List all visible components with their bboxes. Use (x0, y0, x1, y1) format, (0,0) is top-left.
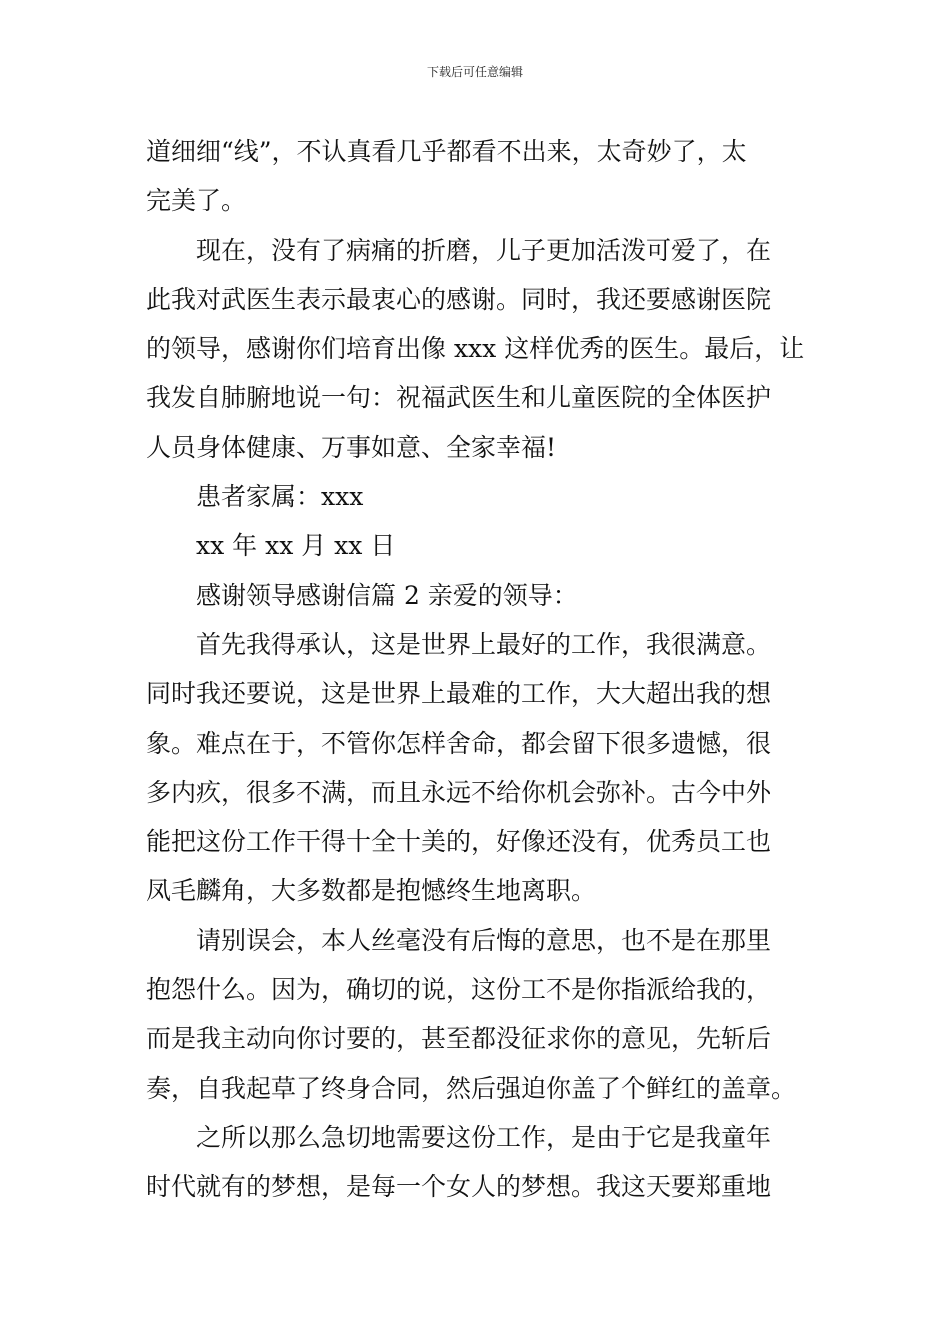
text-line: 首先我得承认，这是世界上最好的工作，我很满意。 (196, 629, 772, 659)
text-line: 凤毛麟角，大多数都是抱憾终生地离职。 (146, 876, 597, 906)
text-line: 人员身体健康、万事如意、全家幸福! (146, 432, 557, 462)
signature-line: 患者家属：xxx (196, 482, 364, 512)
text-line: 现在，没有了病痛的折磨，儿子更加活泼可爱了，在 (196, 235, 772, 265)
text-line: 请别误会，本人丝毫没有后悔的意思，也不是在那里 (196, 925, 772, 955)
text-line: 能把这份工作干得十全十美的，好像还没有，优秀员工也 (146, 827, 772, 857)
text-line: 奏，自我起草了终身合同，然后强迫你盖了个鲜红的盖章。 (146, 1073, 797, 1103)
text-line: 抱怨什么。因为，确切的说，这份工不是你指派给我的， (146, 975, 772, 1005)
text-line: 我发自肺腑地说一句：祝福武医生和儿童医院的全体医护 (146, 383, 772, 413)
text-line: 道细细“线”，不认真看几乎都看不出来，太奇妙了，太 (146, 137, 747, 166)
text-line: 象。难点在于，不管你怎样舍命，都会留下很多遗憾，很 (146, 728, 772, 758)
text-line: 的领导，感谢你们培育出像 xxx 这样优秀的医生。最后，让 (146, 334, 805, 364)
text-line: 而是我主动向你讨要的，甚至都没征求你的意见，先斩后 (146, 1024, 772, 1054)
text-line: 时代就有的梦想，是每一个女人的梦想。我这天要郑重地 (146, 1172, 772, 1202)
text-line: 同时我还要说，这是世界上最难的工作，大大超出我的想 (146, 679, 772, 709)
section-title: 感谢领导感谢信篇 2 亲爱的领导： (196, 580, 578, 610)
text-line: 多内疚，很多不满，而且永远不给你机会弥补。古今中外 (146, 777, 772, 807)
text-line: 完美了。 (146, 186, 247, 216)
date-line: xx 年 xx 月 xx 日 (196, 531, 396, 561)
page-header: 下载后可任意编辑 (426, 65, 523, 79)
text-line: 之所以那么急切地需要这份工作，是由于它是我童年 (196, 1122, 772, 1152)
text-line: 此我对武医生表示最衷心的感谢。同时，我还要感谢医院 (146, 284, 772, 314)
document-body (146, 127, 810, 1212)
